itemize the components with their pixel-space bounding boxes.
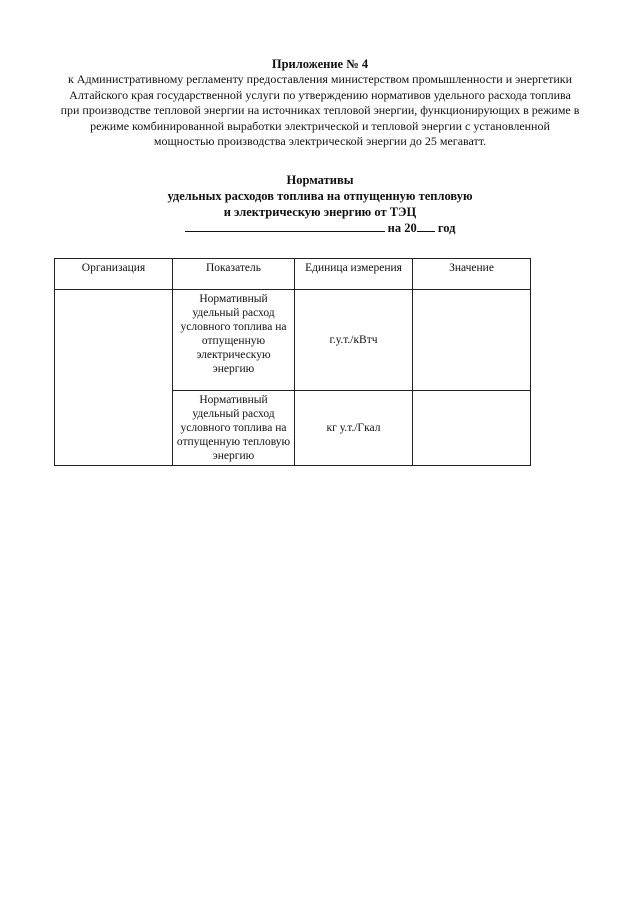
plant-name-blank xyxy=(185,220,385,232)
cell-unit: кг у.т./Гкал xyxy=(295,391,413,466)
year-suffix: год xyxy=(437,221,456,235)
heading-subtitle-line1: удельных расходов топлива на отпущенную тепловую xyxy=(167,189,473,203)
header-indicator: Показатель xyxy=(173,259,295,290)
year-prefix: на 20 xyxy=(387,221,417,235)
appendix-title: Приложение № 4 xyxy=(271,57,369,71)
header-value: Значение xyxy=(413,259,531,290)
document-heading xyxy=(120,172,520,236)
cell-unit: г.у.т./кВтч xyxy=(295,290,413,391)
heading-title: Нормативы xyxy=(286,173,354,187)
appendix-header xyxy=(60,56,580,150)
header-organization: Организация xyxy=(55,259,173,290)
cell-indicator: Нормативный удельный расход условного топлива на отпущенную тепловую энергию xyxy=(173,391,295,466)
heading-subtitle-line2: и электрическую энергию от ТЭЦ xyxy=(223,205,417,219)
table-row xyxy=(55,290,531,391)
appendix-text: к Административному регламенту предоставления министерством промышленности и энергетики Алтайского края государственной услуги по утверждению нормативов удельного расхода топлива при производстве тепловой энергии на источниках тепловой энергии, функционирующих в режиме в режиме комбинированной выработки электрической и тепловой энергии с установленной мощностью производства электрической энергии до 25 мегаватт. xyxy=(60,72,580,148)
header-unit: Единица измерения xyxy=(295,259,413,290)
cell-organization xyxy=(55,290,173,466)
heading-year-line xyxy=(120,220,520,236)
cell-value xyxy=(413,391,531,466)
norms-table xyxy=(54,258,531,466)
cell-value xyxy=(413,290,531,391)
cell-indicator: Нормативный удельный расход условного топлива на отпущенную электрическую энергию xyxy=(173,290,295,391)
year-blank xyxy=(417,220,435,232)
table-header-row xyxy=(55,259,531,290)
